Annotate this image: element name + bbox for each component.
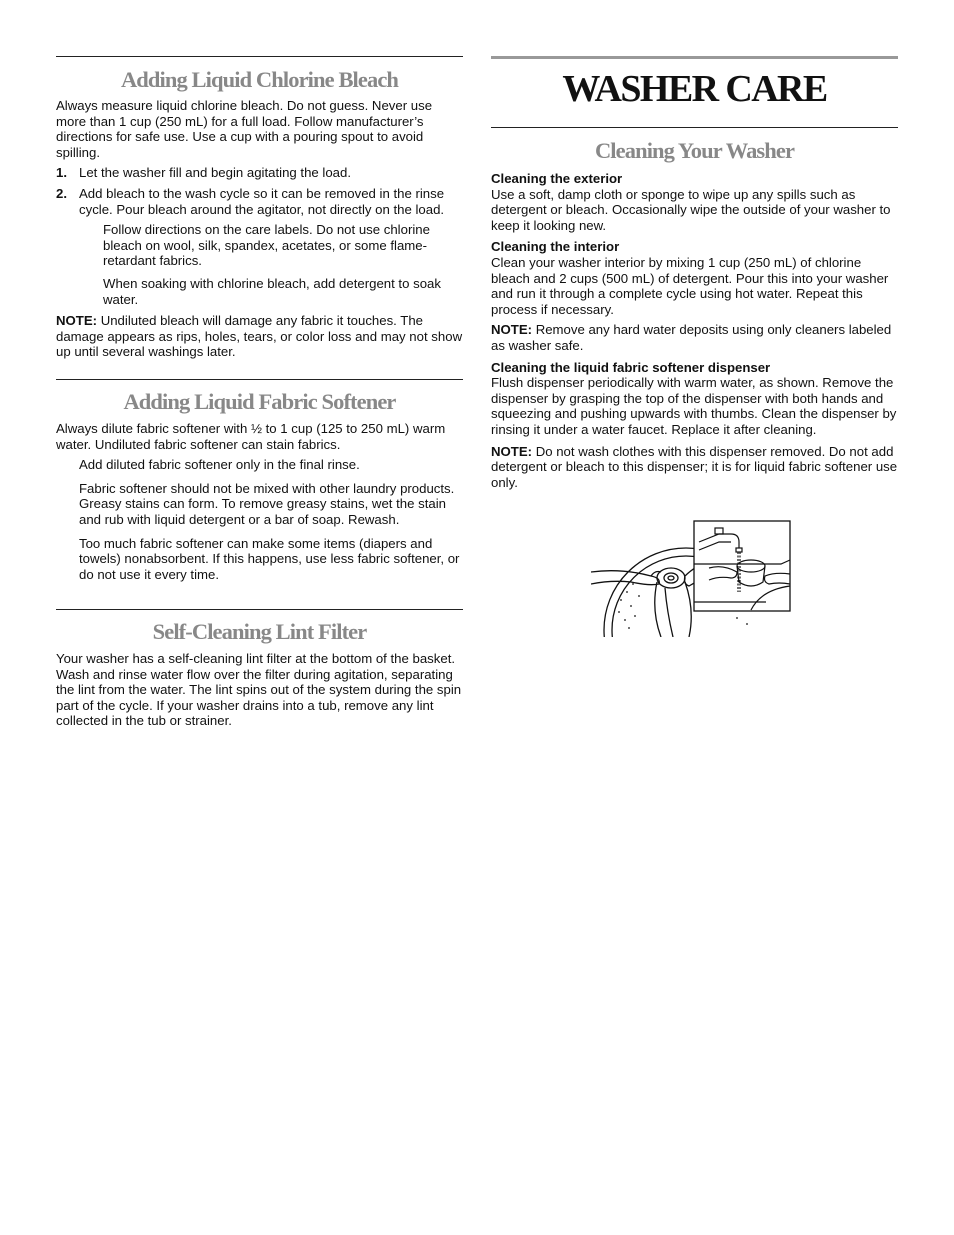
agitator-top — [657, 568, 685, 588]
softener-section-title: Adding Liquid Fabric Softener — [123, 389, 396, 414]
note-text: Do not wash clothes with this dispenser removed. Do not add detergent or bleach to this dispenser; it is for liquid fabric softener use only. — [491, 443, 898, 490]
section-divider — [56, 56, 463, 57]
cleaning-section-body — [491, 171, 898, 490]
interior-note — [491, 322, 898, 353]
lint-section-title: Self-Cleaning Lint Filter — [152, 619, 367, 644]
dispenser-note — [491, 444, 898, 491]
note-label: NOTE: — [491, 443, 533, 459]
note-label: NOTE: — [491, 322, 533, 338]
lint-filter-text: Your washer has a self-cleaning lint filter at the bottom of the basket. Wash and rinse water flow over the filter during agitation, separating the lint from the water. The lint spins out of the system during the spin part of the cycle. If your washer drains into a tub, remove any lint collected in the tub or strainer. — [56, 651, 462, 729]
hand — [591, 571, 659, 585]
bleach-section-body — [56, 98, 463, 360]
bleach-steps — [56, 165, 463, 217]
step-text: Let the washer fill and begin agitating the load. — [79, 165, 351, 181]
bleach-intro: Always measure liquid chlorine bleach. Do not guess. Never use more than 1 cup (250 mL) for a full load. Follow manufacturer’s directions for safe use. Use a cup with a pouring spout to avoid spilling. — [56, 98, 433, 160]
note-text: Remove any hard water deposits using only cleaners labeled as washer safe. — [491, 322, 892, 353]
softener-overuse-tip: Too much fabric softener can make some items (diapers and towels) nonabsorbent. If this happens, use less fabric softener, or do not use it every time. — [79, 535, 460, 582]
agitator-fin — [655, 582, 661, 637]
bleach-soak-tip: When soaking with chlorine bleach, add detergent to soak water. — [103, 275, 441, 307]
exterior-heading: Cleaning the exterior — [491, 171, 623, 186]
bleach-section-title: Adding Liquid Chlorine Bleach — [120, 67, 399, 92]
note-label: NOTE: — [56, 313, 98, 329]
lint-section-body — [56, 651, 463, 729]
interior-heading: Cleaning the interior — [491, 239, 620, 255]
softener-section-body — [56, 421, 463, 582]
softener-intro: Always dilute fabric softener with ½ to 1 cup (125 to 250 mL) warm water. Undiluted fabric softener can stain fabrics. — [56, 421, 446, 452]
softener-greasy-stain-tip: Fabric softener should not be mixed with other laundry products. Greasy stains can form. To remove greasy stains, wet the stain and rub with liquid detergent or a bar of soap. Rewash. — [79, 480, 455, 527]
section-divider — [56, 609, 463, 610]
section-divider — [56, 379, 463, 380]
title-top-rule — [491, 56, 898, 59]
step-number: 1. — [56, 165, 67, 181]
cleaning-section-title: Cleaning Your Washer — [594, 138, 795, 163]
page-title: WASHER CARE — [562, 68, 827, 110]
exterior-text: Use a soft, damp cloth or sponge to wipe up any spills such as detergent or bleach. Occasionally wipe the outside of your washer to keep it looking new. — [491, 186, 891, 233]
step-text: Add bleach to the wash cycle so it can be removed in the rinse cycle. Pour bleach around the agitator, not directly on the load. — [79, 185, 445, 217]
dispenser-cleaning-illustration — [591, 520, 801, 638]
agitator-fin — [685, 582, 691, 637]
faucet-inset-frame — [694, 521, 790, 611]
bleach-step — [56, 186, 463, 217]
bleach-step — [56, 165, 463, 181]
interior-text: Clean your washer interior by mixing 1 cup (250 mL) of chlorine bleach and 2 cups (500 mL) of detergent. Pour this into your washer and run it through a complete cycle using hot water. Repeat this process if necessary. — [491, 254, 889, 317]
bleach-care-label-tip: Follow directions on the care labels. Do not use chlorine bleach on wool, silk, spandex, acetates, or some flame-retardant fabrics. — [103, 222, 430, 269]
dispenser-heading: Cleaning the liquid fabric softener dispenser — [491, 359, 771, 375]
softener-final-rinse-tip: Add diluted fabric softener only in the final rinse. — [79, 457, 360, 473]
dispenser-cap — [664, 573, 678, 583]
dispenser-text: Flush dispenser periodically with warm water, as shown. Remove the dispenser by grasping the top of the dispenser with both hands and squeezing and pushing upwards with thumbs. Clean the dispenser by rinsing it under a water faucet. Replace it after cleaning. — [491, 375, 897, 437]
note-text: Undiluted bleach will damage any fabric it touches. The damage appears as rips, holes, tears, or color loss and may not show up until several washings later. — [56, 313, 463, 360]
section-divider — [491, 127, 898, 128]
step-number: 2. — [56, 185, 67, 201]
bleach-note — [56, 313, 463, 360]
